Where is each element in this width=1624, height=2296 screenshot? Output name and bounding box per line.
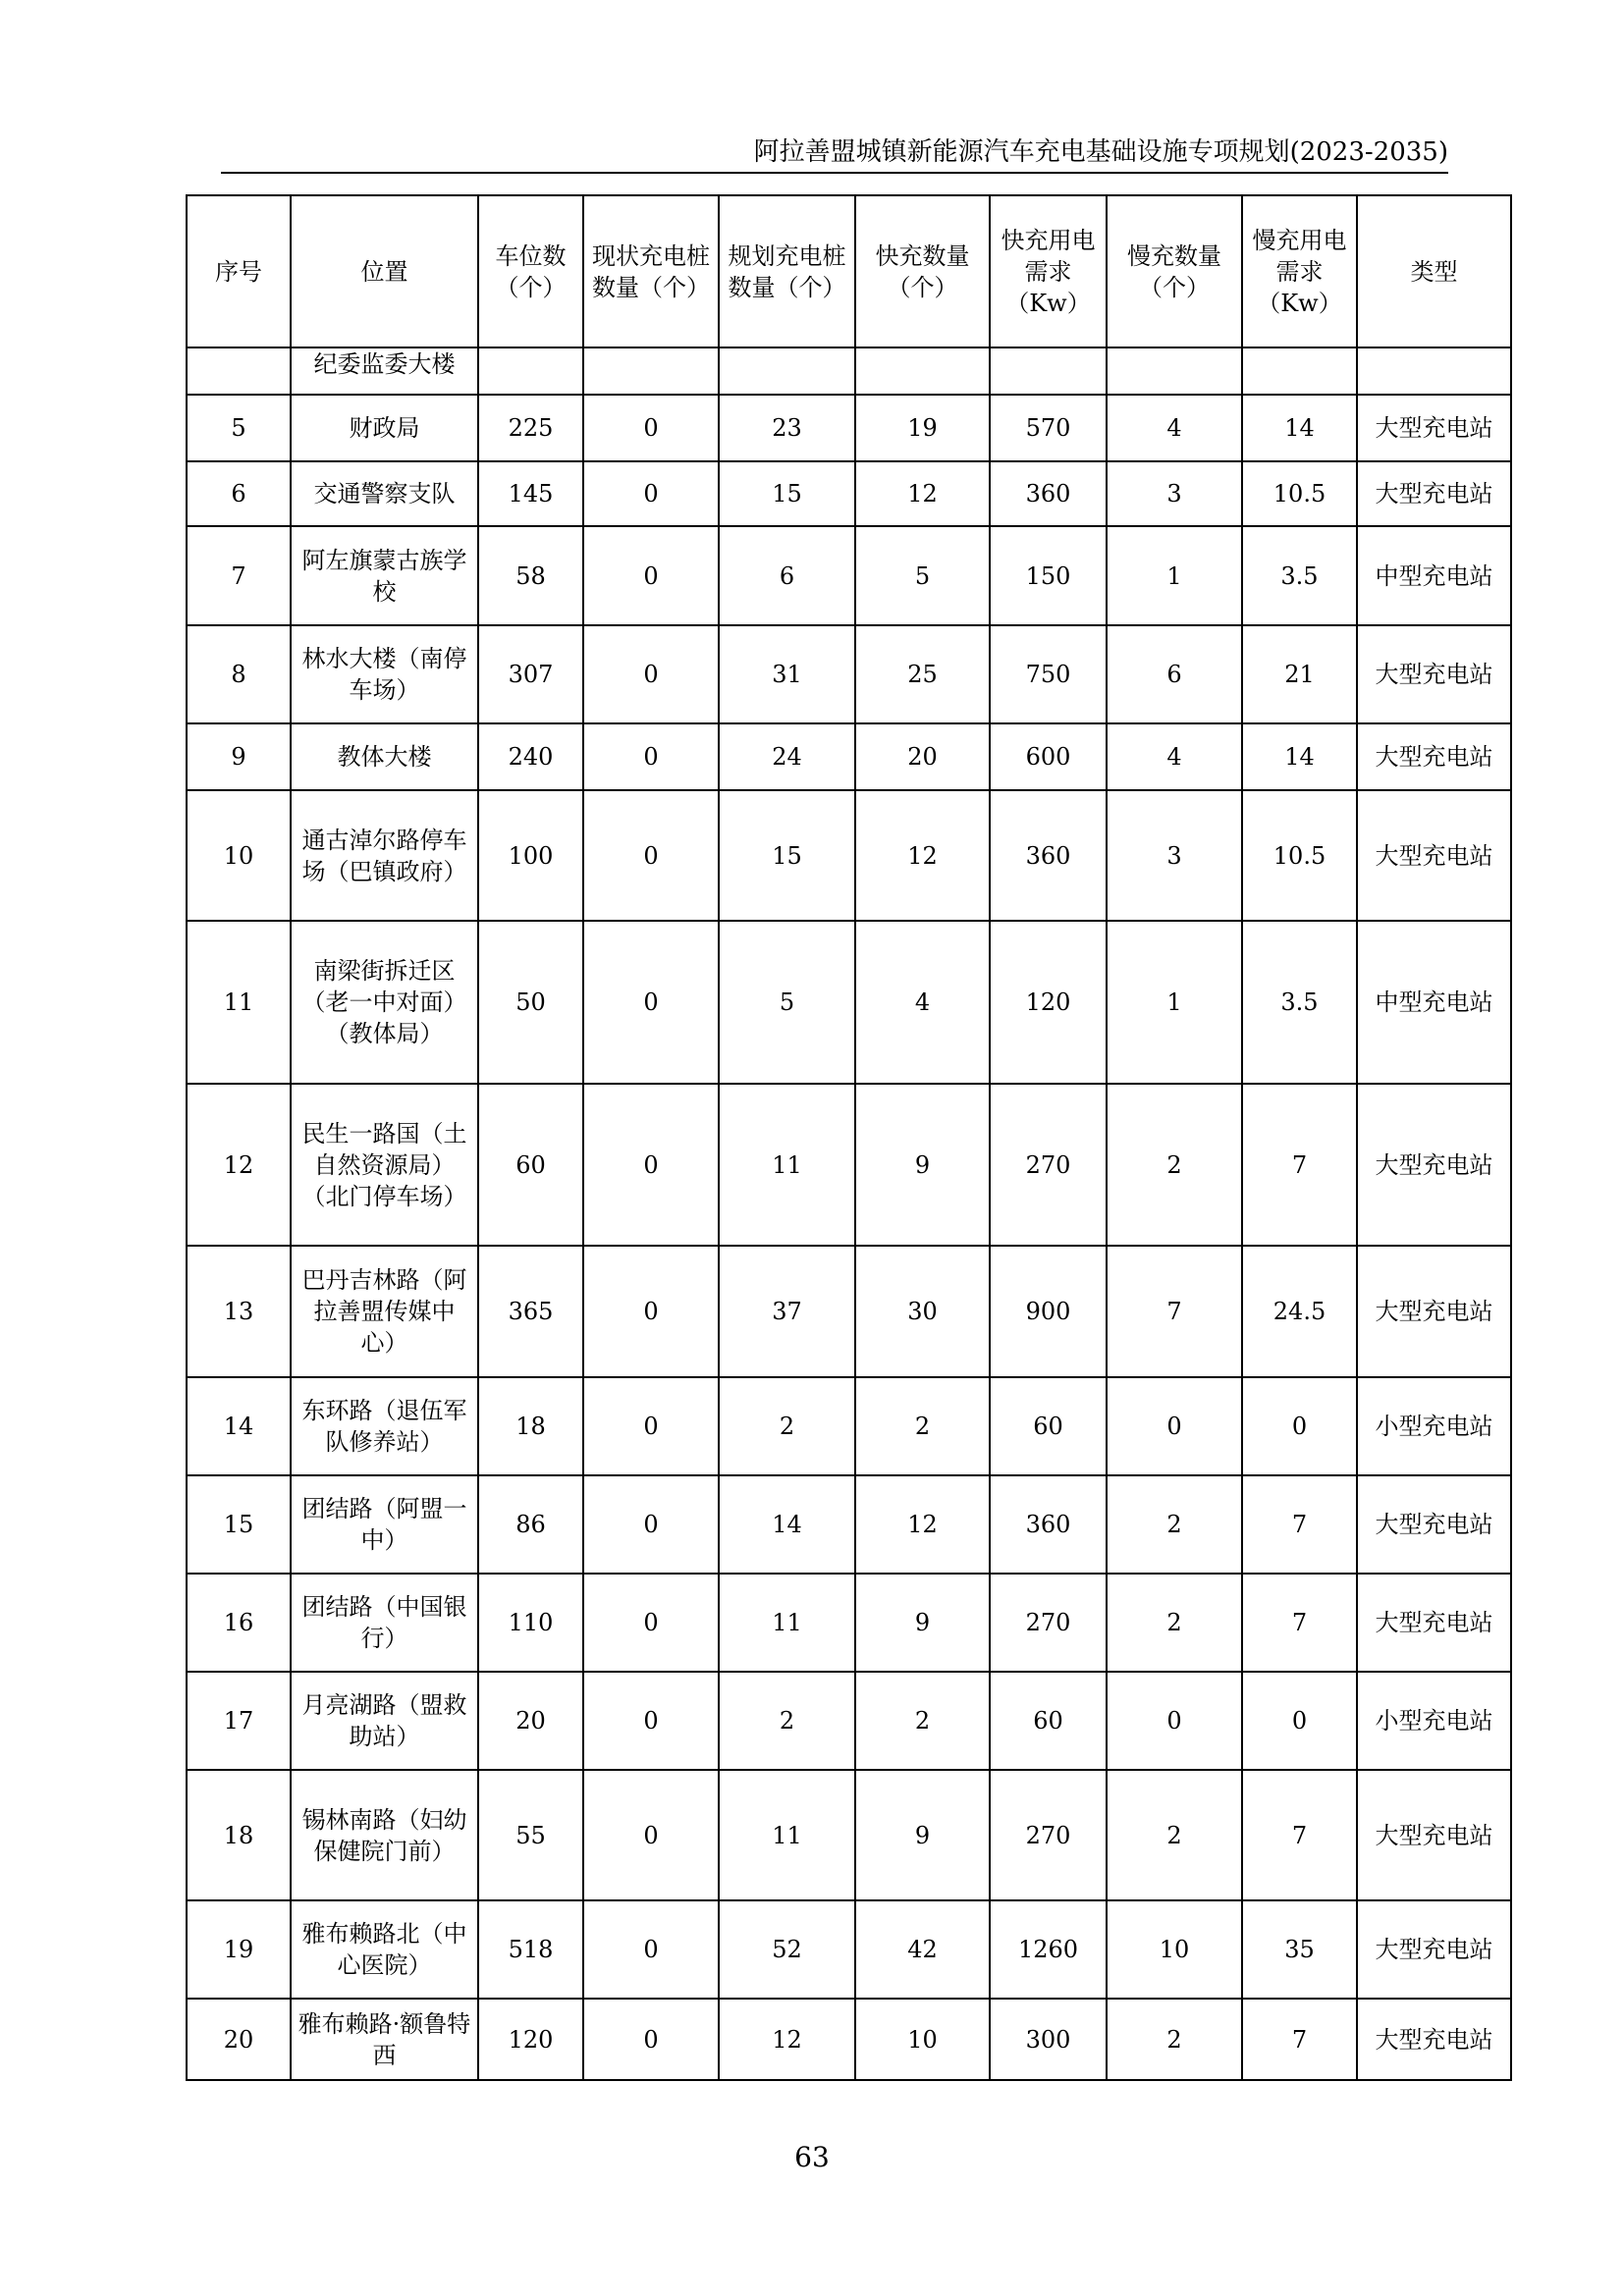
cell-planned-chargers: 24 <box>719 723 855 790</box>
cell-fast-count: 30 <box>855 1246 990 1377</box>
cell-fast-count: 2 <box>855 1672 990 1770</box>
cell-existing-chargers: 0 <box>583 1246 719 1377</box>
cell-existing-chargers: 0 <box>583 625 719 723</box>
document-header-title: 阿拉善盟城镇新能源汽车充电基础设施专项规划(2023-2035) <box>753 137 1448 167</box>
cell-slow-demand: 35 <box>1242 1900 1357 1999</box>
cell-fast-demand: 600 <box>990 723 1107 790</box>
cell-index: 13 <box>187 1246 291 1377</box>
cell-fast-count: 5 <box>855 526 990 625</box>
cell-slow-demand <box>1242 347 1357 395</box>
table-row <box>187 1246 1511 1377</box>
cell-slow-demand: 0 <box>1242 1672 1357 1770</box>
cell-parking-spaces: 60 <box>478 1084 583 1246</box>
cell-type: 大型充电站 <box>1357 1574 1511 1672</box>
cell-existing-chargers: 0 <box>583 526 719 625</box>
cell-slow-count: 2 <box>1107 1999 1242 2080</box>
cell-slow-demand: 10.5 <box>1242 790 1357 921</box>
col-header-fast-demand: 快充用电需求（Kw） <box>990 195 1107 347</box>
cell-parking-spaces: 110 <box>478 1574 583 1672</box>
cell-fast-count: 12 <box>855 1475 990 1574</box>
cell-index: 6 <box>187 461 291 526</box>
cell-parking-spaces: 365 <box>478 1246 583 1377</box>
cell-index: 14 <box>187 1377 291 1475</box>
cell-existing-chargers: 0 <box>583 1999 719 2080</box>
cell-location: 月亮湖路（盟救助站） <box>291 1672 478 1770</box>
cell-slow-demand: 7 <box>1242 1770 1357 1900</box>
cell-location: 教体大楼 <box>291 723 478 790</box>
table-row <box>187 1672 1511 1770</box>
cell-fast-count: 9 <box>855 1574 990 1672</box>
cell-location: 林水大楼（南停车场） <box>291 625 478 723</box>
table-row <box>187 347 1511 395</box>
cell-fast-count: 9 <box>855 1084 990 1246</box>
cell-fast-demand: 150 <box>990 526 1107 625</box>
cell-planned-chargers: 31 <box>719 625 855 723</box>
cell-existing-chargers: 0 <box>583 790 719 921</box>
cell-location: 巴丹吉林路（阿拉善盟传媒中心） <box>291 1246 478 1377</box>
cell-slow-demand: 0 <box>1242 1377 1357 1475</box>
table-row <box>187 1377 1511 1475</box>
cell-slow-demand: 7 <box>1242 1574 1357 1672</box>
cell-slow-count: 3 <box>1107 790 1242 921</box>
cell-fast-demand: 120 <box>990 921 1107 1084</box>
cell-location: 交通警察支队 <box>291 461 478 526</box>
cell-planned-chargers: 11 <box>719 1770 855 1900</box>
col-header-slow-demand: 慢充用电需求（Kw） <box>1242 195 1357 347</box>
cell-parking-spaces: 225 <box>478 395 583 461</box>
cell-existing-chargers: 0 <box>583 1770 719 1900</box>
cell-parking-spaces: 120 <box>478 1999 583 2080</box>
cell-slow-count: 0 <box>1107 1672 1242 1770</box>
charging-plan-table <box>186 194 1512 2081</box>
cell-index: 17 <box>187 1672 291 1770</box>
cell-fast-demand: 270 <box>990 1574 1107 1672</box>
cell-parking-spaces: 50 <box>478 921 583 1084</box>
cell-planned-chargers: 2 <box>719 1672 855 1770</box>
table-row <box>187 395 1511 461</box>
cell-existing-chargers: 0 <box>583 1475 719 1574</box>
cell-fast-count <box>855 347 990 395</box>
cell-parking-spaces: 145 <box>478 461 583 526</box>
cell-slow-demand: 3.5 <box>1242 526 1357 625</box>
cell-fast-demand: 60 <box>990 1672 1107 1770</box>
cell-type: 大型充电站 <box>1357 790 1511 921</box>
table-row <box>187 1084 1511 1246</box>
cell-type: 中型充电站 <box>1357 921 1511 1084</box>
cell-planned-chargers: 52 <box>719 1900 855 1999</box>
cell-type: 大型充电站 <box>1357 1475 1511 1574</box>
cell-location: 民生一路国（土自然资源局）（北门停车场） <box>291 1084 478 1246</box>
cell-parking-spaces: 55 <box>478 1770 583 1900</box>
cell-location: 雅布赖路·额鲁特西 <box>291 1999 478 2080</box>
cell-planned-chargers: 14 <box>719 1475 855 1574</box>
cell-fast-demand: 1260 <box>990 1900 1107 1999</box>
cell-fast-demand: 360 <box>990 461 1107 526</box>
cell-location: 阿左旗蒙古族学校 <box>291 526 478 625</box>
cell-fast-count: 25 <box>855 625 990 723</box>
cell-type: 大型充电站 <box>1357 1770 1511 1900</box>
cell-index: 11 <box>187 921 291 1084</box>
cell-planned-chargers: 6 <box>719 526 855 625</box>
col-header-planned-chargers: 规划充电桩数量（个） <box>719 195 855 347</box>
cell-fast-demand: 60 <box>990 1377 1107 1475</box>
table-row <box>187 1999 1511 2080</box>
cell-parking-spaces: 307 <box>478 625 583 723</box>
cell-slow-count: 0 <box>1107 1377 1242 1475</box>
cell-planned-chargers: 2 <box>719 1377 855 1475</box>
cell-slow-count: 2 <box>1107 1770 1242 1900</box>
cell-existing-chargers: 0 <box>583 1574 719 1672</box>
cell-fast-count: 4 <box>855 921 990 1084</box>
cell-index: 20 <box>187 1999 291 2080</box>
table-row <box>187 723 1511 790</box>
table-body <box>187 347 1511 2080</box>
cell-parking-spaces: 240 <box>478 723 583 790</box>
cell-planned-chargers: 15 <box>719 461 855 526</box>
cell-fast-demand: 360 <box>990 790 1107 921</box>
cell-index: 15 <box>187 1475 291 1574</box>
cell-fast-count: 12 <box>855 461 990 526</box>
table-row <box>187 790 1511 921</box>
cell-fast-count: 42 <box>855 1900 990 1999</box>
cell-parking-spaces: 18 <box>478 1377 583 1475</box>
col-header-fast-count: 快充数量（个） <box>855 195 990 347</box>
cell-index: 19 <box>187 1900 291 1999</box>
cell-location: 南梁街拆迁区（老一中对面）（教体局） <box>291 921 478 1084</box>
cell-fast-demand: 270 <box>990 1084 1107 1246</box>
cell-slow-count: 10 <box>1107 1900 1242 1999</box>
col-header-location: 位置 <box>291 195 478 347</box>
cell-index: 18 <box>187 1770 291 1900</box>
table-row <box>187 1475 1511 1574</box>
cell-slow-count: 6 <box>1107 625 1242 723</box>
cell-type: 大型充电站 <box>1357 1246 1511 1377</box>
cell-planned-chargers: 12 <box>719 1999 855 2080</box>
cell-existing-chargers: 0 <box>583 1900 719 1999</box>
cell-fast-demand: 300 <box>990 1999 1107 2080</box>
cell-index: 5 <box>187 395 291 461</box>
cell-parking-spaces: 100 <box>478 790 583 921</box>
table-row <box>187 921 1511 1084</box>
cell-location: 纪委监委大楼 <box>291 347 478 395</box>
cell-index: 12 <box>187 1084 291 1246</box>
cell-existing-chargers: 0 <box>583 1672 719 1770</box>
cell-slow-demand: 7 <box>1242 1999 1357 2080</box>
col-header-slow-count: 慢充数量（个） <box>1107 195 1242 347</box>
cell-parking-spaces: 58 <box>478 526 583 625</box>
col-header-existing-chargers: 现状充电桩数量（个） <box>583 195 719 347</box>
cell-existing-chargers: 0 <box>583 1377 719 1475</box>
cell-fast-count: 12 <box>855 790 990 921</box>
cell-fast-count: 20 <box>855 723 990 790</box>
cell-type: 小型充电站 <box>1357 1377 1511 1475</box>
cell-type: 中型充电站 <box>1357 526 1511 625</box>
cell-slow-count: 2 <box>1107 1475 1242 1574</box>
cell-type: 大型充电站 <box>1357 1999 1511 2080</box>
cell-slow-demand: 24.5 <box>1242 1246 1357 1377</box>
cell-location: 通古淖尔路停车场（巴镇政府） <box>291 790 478 921</box>
cell-location: 雅布赖路北（中心医院） <box>291 1900 478 1999</box>
table-row <box>187 1770 1511 1900</box>
cell-planned-chargers: 11 <box>719 1574 855 1672</box>
cell-slow-count: 2 <box>1107 1574 1242 1672</box>
cell-fast-demand <box>990 347 1107 395</box>
table-row <box>187 1574 1511 1672</box>
cell-planned-chargers: 5 <box>719 921 855 1084</box>
cell-index: 8 <box>187 625 291 723</box>
cell-location: 东环路（退伍军队修养站） <box>291 1377 478 1475</box>
cell-existing-chargers <box>583 347 719 395</box>
cell-type: 大型充电站 <box>1357 461 1511 526</box>
cell-index: 9 <box>187 723 291 790</box>
cell-location: 团结路（阿盟一中） <box>291 1475 478 1574</box>
cell-index <box>187 347 291 395</box>
cell-fast-demand: 360 <box>990 1475 1107 1574</box>
cell-type: 大型充电站 <box>1357 1084 1511 1246</box>
cell-location: 锡林南路（妇幼保健院门前） <box>291 1770 478 1900</box>
page-number: 63 <box>794 2141 830 2173</box>
cell-slow-demand: 14 <box>1242 723 1357 790</box>
cell-index: 16 <box>187 1574 291 1672</box>
cell-planned-chargers: 37 <box>719 1246 855 1377</box>
header-divider <box>221 172 1448 174</box>
cell-parking-spaces: 518 <box>478 1900 583 1999</box>
cell-planned-chargers <box>719 347 855 395</box>
cell-slow-count: 4 <box>1107 723 1242 790</box>
cell-type: 大型充电站 <box>1357 723 1511 790</box>
cell-slow-demand: 7 <box>1242 1084 1357 1246</box>
cell-fast-count: 2 <box>855 1377 990 1475</box>
cell-index: 7 <box>187 526 291 625</box>
cell-parking-spaces: 86 <box>478 1475 583 1574</box>
cell-existing-chargers: 0 <box>583 395 719 461</box>
cell-slow-count: 1 <box>1107 921 1242 1084</box>
table-row <box>187 1900 1511 1999</box>
cell-location: 财政局 <box>291 395 478 461</box>
cell-existing-chargers: 0 <box>583 921 719 1084</box>
col-header-index: 序号 <box>187 195 291 347</box>
cell-slow-demand: 3.5 <box>1242 921 1357 1084</box>
cell-fast-demand: 750 <box>990 625 1107 723</box>
cell-location: 团结路（中国银行） <box>291 1574 478 1672</box>
cell-parking-spaces: 20 <box>478 1672 583 1770</box>
cell-type: 大型充电站 <box>1357 625 1511 723</box>
cell-fast-count: 19 <box>855 395 990 461</box>
cell-fast-demand: 270 <box>990 1770 1107 1900</box>
cell-fast-demand: 900 <box>990 1246 1107 1377</box>
cell-existing-chargers: 0 <box>583 1084 719 1246</box>
cell-slow-demand: 14 <box>1242 395 1357 461</box>
table-row <box>187 526 1511 625</box>
table-header-row <box>187 195 1511 347</box>
cell-slow-count: 1 <box>1107 526 1242 625</box>
cell-slow-demand: 21 <box>1242 625 1357 723</box>
cell-planned-chargers: 15 <box>719 790 855 921</box>
cell-fast-count: 10 <box>855 1999 990 2080</box>
cell-slow-count: 4 <box>1107 395 1242 461</box>
cell-slow-count: 2 <box>1107 1084 1242 1246</box>
table-row <box>187 625 1511 723</box>
table-row <box>187 461 1511 526</box>
cell-planned-chargers: 11 <box>719 1084 855 1246</box>
cell-slow-demand: 10.5 <box>1242 461 1357 526</box>
cell-fast-demand: 570 <box>990 395 1107 461</box>
cell-type: 大型充电站 <box>1357 395 1511 461</box>
cell-slow-count: 7 <box>1107 1246 1242 1377</box>
cell-existing-chargers: 0 <box>583 723 719 790</box>
col-header-type: 类型 <box>1357 195 1511 347</box>
cell-slow-demand: 7 <box>1242 1475 1357 1574</box>
cell-existing-chargers: 0 <box>583 461 719 526</box>
cell-type: 大型充电站 <box>1357 1900 1511 1999</box>
cell-type <box>1357 347 1511 395</box>
cell-planned-chargers: 23 <box>719 395 855 461</box>
cell-parking-spaces <box>478 347 583 395</box>
cell-index: 10 <box>187 790 291 921</box>
cell-type: 小型充电站 <box>1357 1672 1511 1770</box>
cell-slow-count <box>1107 347 1242 395</box>
col-header-parking-spaces: 车位数（个） <box>478 195 583 347</box>
cell-fast-count: 9 <box>855 1770 990 1900</box>
cell-slow-count: 3 <box>1107 461 1242 526</box>
